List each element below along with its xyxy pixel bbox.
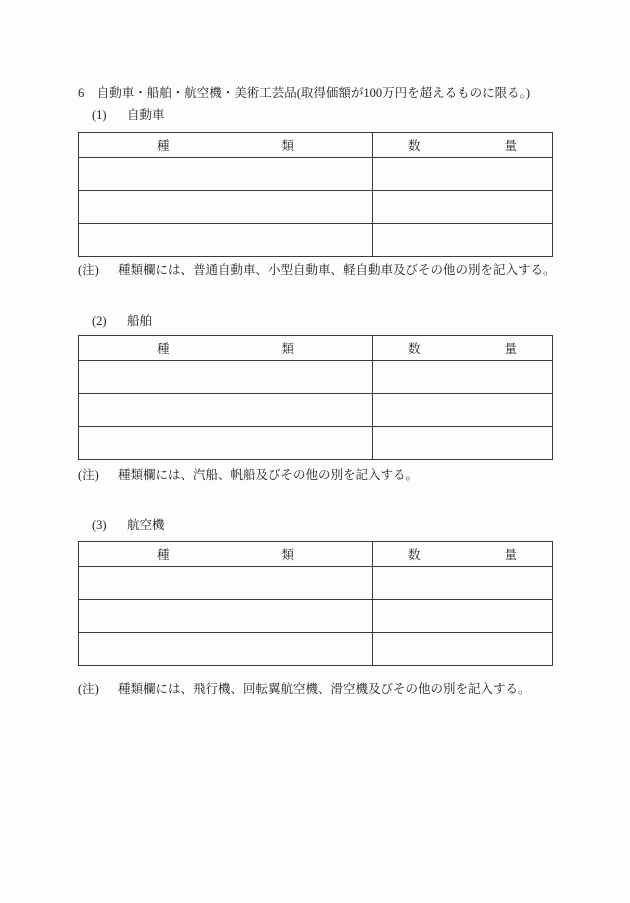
section-1-number: (1) (92, 108, 107, 122)
ship-table-header-row (79, 336, 553, 361)
page-title: 6 自動車・船舶・航空機・美術工芸品(取得価額が100万円を超えるものに限る。) (78, 86, 531, 100)
quantity-header-char-2: 量 (504, 548, 518, 562)
quantity-header-char-2: 量 (504, 139, 518, 153)
type-cell (79, 224, 373, 257)
note-marker: (注) (78, 468, 99, 482)
type-cell (79, 394, 373, 427)
type-header-char-2: 類 (281, 342, 295, 356)
table-row (79, 394, 553, 427)
type-column-header (79, 336, 373, 361)
section-3-name: 航空機 (127, 518, 165, 532)
type-header-char-1: 種 (156, 139, 170, 153)
type-column-header (79, 133, 373, 158)
type-cell (79, 600, 373, 633)
type-header-char-1: 種 (156, 548, 170, 562)
quantity-header-char-2: 量 (504, 342, 518, 356)
quantity-column-header (373, 133, 553, 158)
aircraft-note (78, 681, 531, 697)
note-text: 種類欄には、普通自動車、小型自動車、軽自動車及びその他の別を記入する。 (118, 263, 556, 277)
ship-table (78, 335, 553, 460)
aircraft-table-header-row (79, 542, 553, 567)
section-3-number: (3) (92, 518, 107, 532)
quantity-cell (373, 567, 553, 600)
type-header-char-1: 種 (156, 342, 170, 356)
type-header-char-2: 類 (281, 139, 295, 153)
table-row (79, 158, 553, 191)
quantity-cell (373, 361, 553, 394)
note-marker: (注) (78, 682, 99, 696)
ship-note (78, 467, 418, 483)
section-1-name: 自動車 (127, 108, 165, 122)
quantity-cell (373, 600, 553, 633)
quantity-cell (373, 191, 553, 224)
type-cell (79, 633, 373, 666)
type-header-char-2: 類 (281, 548, 295, 562)
quantity-cell (373, 633, 553, 666)
quantity-column-header (373, 336, 553, 361)
note-marker: (注) (78, 263, 99, 277)
table-row (79, 567, 553, 600)
type-cell (79, 427, 373, 460)
type-cell (79, 191, 373, 224)
automobile-table-header-row (79, 133, 553, 158)
automobile-table (78, 132, 553, 257)
note-text: 種類欄には、飛行機、回転翼航空機、滑空機及びその他の別を記入する。 (118, 682, 531, 696)
quantity-cell (373, 224, 553, 257)
table-row (79, 224, 553, 257)
table-row (79, 191, 553, 224)
aircraft-table (78, 541, 553, 666)
table-row (79, 361, 553, 394)
type-cell (79, 567, 373, 600)
section-2-heading (92, 313, 152, 329)
automobile-note (78, 262, 556, 278)
quantity-column-header (373, 542, 553, 567)
section-3-heading (92, 517, 165, 533)
table-row (79, 427, 553, 460)
quantity-header-char-1: 数 (407, 548, 421, 562)
note-text: 種類欄には、汽船、帆船及びその他の別を記入する。 (118, 468, 419, 482)
quantity-cell (373, 394, 553, 427)
section-2-number: (2) (92, 314, 107, 328)
quantity-cell (373, 158, 553, 191)
type-column-header (79, 542, 373, 567)
table-row (79, 600, 553, 633)
section-2-name: 船舶 (127, 314, 153, 328)
quantity-header-char-1: 数 (407, 342, 421, 356)
quantity-header-char-1: 数 (407, 139, 421, 153)
quantity-cell (373, 427, 553, 460)
type-cell (79, 361, 373, 394)
section-1-heading (92, 107, 165, 123)
type-cell (79, 158, 373, 191)
table-row (79, 633, 553, 666)
